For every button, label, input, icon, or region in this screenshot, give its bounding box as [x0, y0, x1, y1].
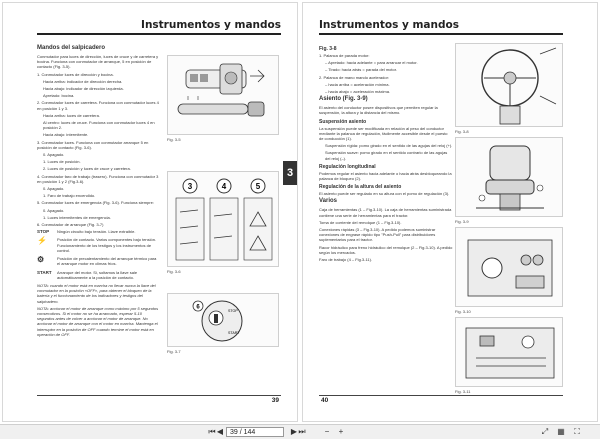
control-item-detail: 2. Luces de posición y luces de cruce y carretera.	[43, 166, 131, 172]
control-item-detail: 0. Apagado.	[43, 186, 65, 192]
fig7-label-start: START	[228, 331, 240, 335]
fig-3-8-item: – Apretado: hacia adelante = para arrancar el motor.	[325, 60, 418, 66]
fit-page-icon[interactable]: ⤢	[541, 427, 549, 436]
fig6-label-5: 5	[255, 182, 261, 191]
note-1: NOTA: cuando el motor está en marcha no llevar nunca la llave del conmutador en la posición «OFF», para obtener el bloqueo de la batería y el funcionamiento de los indicadores y testigos del salpicadero.	[37, 282, 156, 304]
viewer-toolbar	[0, 424, 600, 439]
ignition-positions-list	[37, 229, 159, 280]
caption-fig-3-8: Fig. 3-8	[455, 129, 469, 134]
control-items-list	[37, 72, 159, 228]
ignition-position-key: STOP	[37, 229, 50, 235]
work-light-illustration	[456, 318, 564, 388]
right-page-footer	[319, 395, 563, 407]
fig6-label-3: 3	[187, 182, 193, 191]
suspension-soft: Suspensión suave: pomo girado en el sentido contrario de las agujas del reloj (–).	[325, 150, 448, 161]
fig-3-8-title: Fig. 3-8	[319, 46, 337, 52]
figure-3-10	[455, 227, 563, 307]
rear-connections-illustration	[456, 228, 564, 308]
control-item: 5. Conmutador luces de emergencia (Fig. 3-6). Funciona siempre:	[37, 200, 154, 206]
left-page-number: 39	[271, 397, 279, 404]
height-text: El asiento puede ser regulado en su altura con el pomo de regulación (3).	[319, 191, 450, 197]
left-page	[2, 2, 298, 422]
right-text-column	[319, 43, 453, 264]
control-item-detail: Hacia arriba: indicador de dirección derecha.	[43, 78, 123, 84]
misc-item: Faro de trabajo (4 – Fig.3-11).	[319, 257, 373, 263]
caption-fig-3-11: Fig. 3-11	[455, 389, 471, 394]
steering-column-illustration	[456, 44, 564, 128]
seat-intro: El asiento del conductor posee dispositivos que permiten regular la suspensión, la altura y la distancia del mismo.	[319, 105, 438, 116]
control-item: 4. Conmutador faro de trabajo (trasero). Funciona con conmutador 3 en posición 1 y 2 (Fig.3-6).	[37, 173, 159, 184]
control-item-detail: 1. Faro de trabajo encendido.	[43, 193, 96, 199]
control-item: 3. Conmutador luces. Funciona con conmutador arranque 5 en posición de contacto (Fig. 3-6).	[37, 139, 149, 150]
suspension-text: La suspensión puede ser modificada en relación al peso del conductor mediante la palanca de regulación, fácilmente accesible desde el puesto de conducción (1).	[319, 125, 448, 142]
switch-panel-5	[244, 179, 272, 260]
ignition-position-text: Posición de contacto. Varios componentes bajo tensión. Funcionamiento de los testigos y los instrumentos de control.	[57, 237, 157, 253]
seat-section-title: Asiento (Fig. 3-9)	[319, 96, 368, 103]
height-title: Regulación de la altura del asiento	[319, 184, 402, 191]
zoom-in-icon[interactable]: +	[338, 427, 344, 436]
right-page	[302, 2, 598, 422]
prev-page-icon[interactable]: ◀	[216, 427, 224, 436]
ignition-position-text: Ningún circuito bajo tensión. Llave extraíble.	[57, 229, 136, 235]
fig6-label-4: 4	[221, 182, 227, 191]
ignition-position-text: Posición de precalentamiento del arranque térmico para el arranque motor en climas fríos.	[57, 256, 157, 267]
control-item: 1. Conmutador luces de dirección y bocina.	[37, 71, 114, 77]
switch-panel-4	[210, 179, 238, 260]
caption-fig-3-6: Fig. 3-6	[167, 269, 181, 274]
longitudinal-title: Regulación longitudinal	[319, 163, 376, 170]
first-page-icon[interactable]: ⏮	[208, 427, 216, 436]
caption-fig-3-7: Fig. 3-7	[167, 349, 181, 354]
control-item-detail: 1. Luces de posición.	[43, 159, 81, 165]
right-page-title: Instrumentos y mandos	[319, 19, 459, 31]
figure-3-5	[167, 55, 279, 135]
note-2: NOTA: accionar el motor de arranque como máximo por 5 segundos consecutivos. Si el motor no se ha arrancado, esperar 5-10 segundos antes de volver a accionar el motor de arranque. No accionar el motor de arranque con el motor en marcha. Mantenga el interruptor en la posición de OFF cuando termine el motor está en operación de OFF.	[37, 305, 159, 337]
svg-text:6: 6	[196, 304, 200, 311]
fullscreen-icon[interactable]: ⛶	[574, 427, 580, 436]
misc-item: Conexiones rápidas (3 – Fig.3-10). A pedido podemos suministrar conexiones de engrase rápido tipo "Push-Pull" para distribuidores suplementarios para el tractor.	[319, 227, 436, 243]
control-item-detail: Al centro: luces de cruce. Funciona con conmutador luces 4 en posición 2.	[43, 120, 155, 131]
left-page-header	[37, 17, 281, 35]
ignition-position-text: Arranque del motor. Si, soltamos la llave sale automáticamente a la posición de contacto.	[57, 269, 138, 280]
misc-item: Caja de herramientas (1 – Fig.3-10). La caja de herramientas suministrada contiene una serie de herramientas para el tractor.	[319, 207, 452, 218]
caption-fig-3-9: Fig. 3-9	[455, 219, 469, 224]
ignition-position-row	[37, 237, 159, 253]
fig7-label-stop: STOP	[228, 309, 238, 313]
switch-panel-3	[176, 179, 204, 260]
right-page-number: 40	[321, 397, 329, 404]
control-item-detail: Apretado: bocina.	[43, 93, 75, 99]
light-switches-illustration	[168, 172, 280, 268]
longitudinal-text: Podemos regular el asiento hacia adelante o hacia atrás desbloqueando la palanca de bloqueo (2).	[319, 170, 452, 182]
zoom-out-icon[interactable]: −	[324, 427, 330, 436]
control-item: 2. Conmutador luces de carretera. Funciona con conmutador luces 4 en posición 1 y 3.	[37, 100, 159, 111]
seat-illustration	[456, 138, 564, 218]
fig-3-8-item: 2. Palanca de mano mando acelerador:	[319, 74, 390, 80]
left-page-footer	[37, 395, 281, 407]
caption-fig-3-10: Fig. 3-10	[455, 309, 471, 314]
ignition-position-key: START	[37, 269, 52, 275]
ignition-switch-illustration	[168, 294, 280, 348]
grid-view-icon[interactable]: ▦	[557, 427, 565, 436]
fig-3-8-item: 1. Palanca de parada motor:	[319, 53, 370, 58]
steering-switch-illustration	[168, 56, 280, 136]
suspension-rigid: Suspensión rígida: pomo girado en el sentido de las agujas del reloj (+).	[325, 143, 453, 149]
figure-3-6	[167, 171, 279, 267]
misc-item: Racor hidráulico para freno hidráulico del remolque (2 – Fig.3-10). A pedido según los mercados.	[319, 244, 453, 255]
control-item-detail: 0. Apagado.	[43, 207, 65, 213]
page-number-input[interactable]: 39 / 144	[226, 427, 284, 437]
control-item-detail: Hacia arriba: luces de carretera.	[43, 112, 100, 118]
fig-3-8-item: – Tirado: hacia atrás = parada del motor.	[325, 67, 397, 73]
fig-3-8-item: – hacia abajo = aceleración máxima.	[325, 89, 391, 95]
control-item-detail: 1. Luces intermitentes de emergencia.	[43, 214, 111, 220]
chapter-tab: 3	[283, 161, 297, 185]
ignition-position-row	[37, 270, 159, 280]
left-text-column	[37, 43, 159, 339]
fig-3-8-items	[319, 53, 453, 94]
fig-3-8-item: – hacia arriba = aceleración mínima.	[325, 81, 390, 87]
ignition-position-key: ⚙	[37, 255, 45, 265]
caption-fig-3-5: Fig. 3-5	[167, 137, 181, 142]
last-page-icon[interactable]: ⏭	[298, 427, 306, 436]
misc-items-list	[319, 207, 453, 262]
figure-3-9	[455, 137, 563, 217]
right-page-header	[319, 17, 563, 35]
misc-item: Toma de corriente del remolque (1 – Fig.3-10).	[319, 219, 402, 225]
next-page-icon[interactable]: ▶	[290, 427, 298, 436]
figure-3-7	[167, 293, 279, 347]
control-item-detail: Hacia abajo: indicador de dirección izquierda.	[43, 86, 124, 92]
figure-3-11	[455, 317, 563, 387]
figure-3-8	[455, 43, 563, 127]
left-page-title: Instrumentos y mandos	[141, 19, 281, 31]
control-item-detail: Hacia abajo: intermitente.	[43, 132, 89, 138]
ignition-position-key: ⚡	[37, 236, 47, 246]
intro-paragraph: Conmutador para luces de dirección, luces de cruce y de carretera y bocina. Funciona con conmutador de arranque, 5 en posición de contacto (Fig. 3-5).	[37, 54, 159, 70]
ignition-position-row	[37, 229, 159, 234]
section-title: Mandos del salpicadero	[37, 45, 106, 51]
ignition-position-row	[37, 256, 159, 266]
misc-section-title: Varios	[319, 198, 338, 205]
suspension-title: Suspensión asiento	[319, 118, 367, 125]
control-item-detail: 0. Apagado.	[43, 152, 65, 158]
control-item: 6. Conmutador de arranque (Fig. 3-7)	[37, 222, 104, 228]
